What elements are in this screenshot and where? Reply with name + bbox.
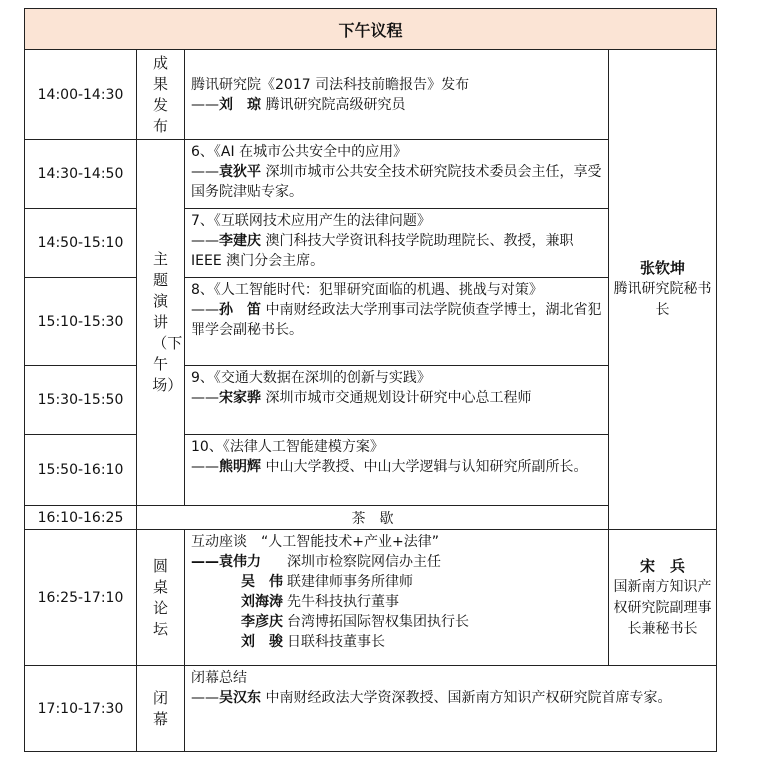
agenda-table — [24, 8, 717, 752]
time-cell: 16:10-16:25 — [25, 506, 137, 530]
speaker-name: 熊明辉 — [219, 459, 261, 475]
panel-row — [25, 530, 717, 666]
table-row — [25, 50, 717, 140]
section-cell: 成果发布 — [137, 50, 185, 140]
header-row — [25, 9, 717, 50]
talk-cell: 10、《法律人工智能建模方案》 ——熊明辉 中山大学教授、中山大学逻辑与认知研究所副所长。 — [185, 435, 609, 506]
time-cell: 16:25-17:10 — [25, 530, 137, 666]
section-cell: 闭幕 — [137, 666, 185, 752]
panel-member: 刘海涛 先牛科技执行董事 — [241, 594, 399, 610]
talk-cell: 腾讯研究院《2017 司法科技前瞻报告》发布 ——刘 琼 腾讯研究院高级研究员 — [185, 50, 609, 140]
host-title: 腾讯研究院秘书长 — [613, 281, 712, 318]
panel-cell: 互动座谈 “人工智能技术+产业+法律” ——袁伟力 深圳市检察院网信办主任 吴 伟 联建律师事务所律师 刘海涛 先牛科技执行董事 李彦庆 台湾博拓国际智权集团执行长 刘 骏 日联科技董事长 — [185, 530, 609, 666]
host-title: 国新南方知识产权研究院副理事长兼秘书长 — [613, 578, 712, 637]
keynote-host-cell — [609, 50, 717, 530]
talk-cell: 7、《互联网技术应用产生的法律问题》 ——李建庆 澳门科技大学资讯科技学院助理院长、教授，兼职 IEEE 澳门分会主席。 — [185, 209, 609, 278]
panel-member: 刘 骏 日联科技董事长 — [241, 634, 385, 650]
talk-cell: 8、《人工智能时代：犯罪研究面临的机遇、挑战与对策》 ——孙 笛 中南财经政法大学刑事司法学院侦查学博士，湖北省犯罪学会副秘书长。 — [185, 278, 609, 366]
speaker-name: 宋家骅 — [219, 390, 261, 406]
talk-cell: 9、《交通大数据在深圳的创新与实践》 ——宋家骅 深圳市城市交通规划设计研究中心总工程师 — [185, 366, 609, 435]
panel-member: 吴 伟 联建律师事务所律师 — [241, 574, 413, 590]
host-name: 张钦坤 — [640, 259, 686, 277]
tea-break-label: 茶 歇 — [137, 506, 609, 530]
speaker-name: 孙 笛 — [219, 302, 261, 318]
panel-host-cell — [609, 530, 717, 666]
talk-cell: 闭幕总结 ——吴汉东 中南财经政法大学资深教授、国新南方知识产权研究院首席专家。 — [185, 666, 717, 752]
time-cell: 14:50-15:10 — [25, 209, 137, 278]
time-cell: 14:30-14:50 — [25, 140, 137, 209]
time-cell: 15:50-16:10 — [25, 435, 137, 506]
time-cell: 14:00-14:30 — [25, 50, 137, 140]
panel-member: ——袁伟力 深圳市检察院网信办主任 — [191, 554, 441, 570]
host-name: 宋 兵 — [640, 556, 686, 575]
closing-row — [25, 666, 717, 752]
agenda-title: 下午议程 — [25, 9, 717, 50]
section-cell: 圆桌论坛 — [137, 530, 185, 666]
panel-member: 李彦庆 台湾博拓国际智权集团执行长 — [241, 614, 469, 630]
time-cell: 15:30-15:50 — [25, 366, 137, 435]
section-cell: 主题演讲（下午场） — [137, 140, 185, 506]
speaker-name: 吴汉东 — [219, 690, 261, 706]
time-cell: 15:10-15:30 — [25, 278, 137, 366]
speaker-name: 刘 琼 — [219, 96, 261, 113]
speaker-name: 袁狄平 — [219, 164, 261, 180]
talk-cell: 6、《AI 在城市公共安全中的应用》 ——袁狄平 深圳市城市公共安全技术研究院技术委员会主任，享受国务院津贴专家。 — [185, 140, 609, 209]
speaker-name: 李建庆 — [219, 233, 261, 249]
time-cell: 17:10-17:30 — [25, 666, 137, 752]
